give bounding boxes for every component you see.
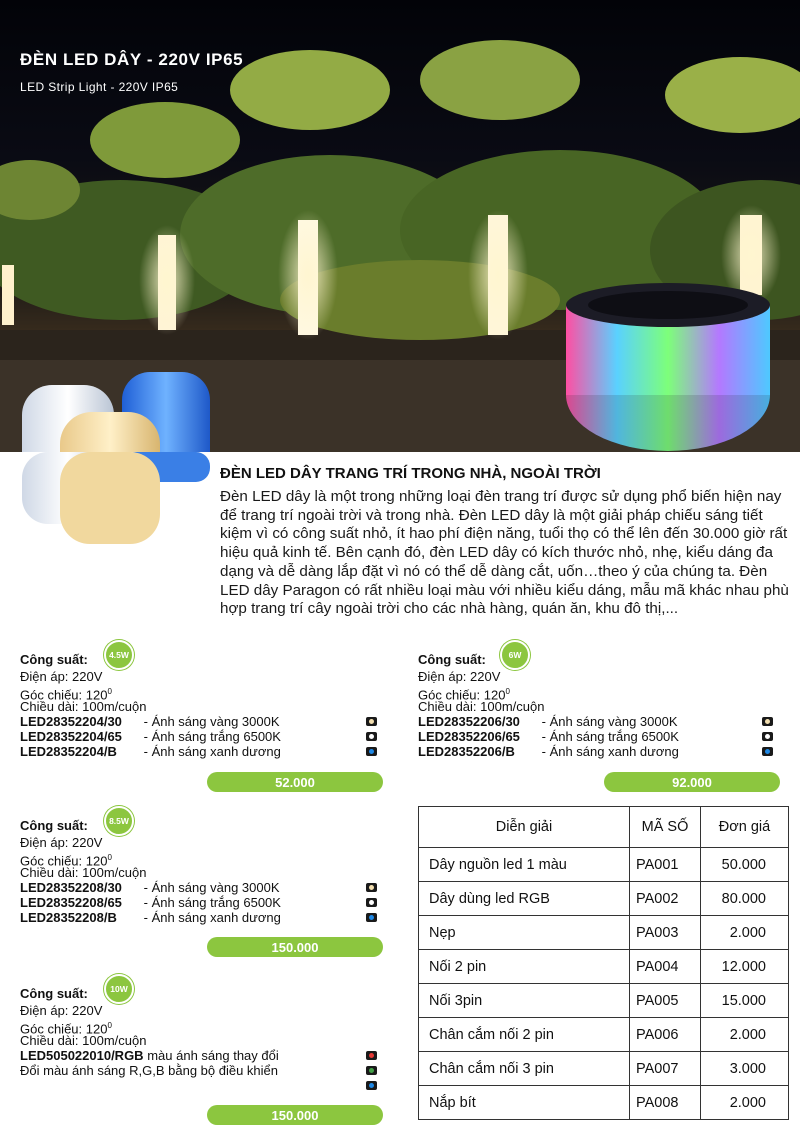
table-row: [419, 950, 789, 984]
table-header-row: [419, 807, 789, 848]
cell-code: PA008: [630, 1086, 701, 1120]
color-swatch-icon: [366, 1081, 377, 1090]
color-swatch-icon: [366, 1066, 377, 1075]
power-label: Công suất:: [20, 652, 88, 667]
cell-price: 80.000: [701, 882, 789, 916]
table-row: [419, 984, 789, 1018]
product-row: [20, 1048, 390, 1063]
swatch-fill: [369, 900, 374, 905]
product-row: [418, 714, 788, 729]
product-desc: - Ánh sáng trắng 6500K: [541, 729, 679, 744]
product-desc: Đổi màu ánh sáng R,G,B bằng bộ điều khiển: [20, 1063, 279, 1078]
product-row: [20, 895, 390, 910]
product-desc: - Ánh sáng xanh dương: [541, 744, 679, 759]
cell-price: 2.000: [701, 1086, 789, 1120]
product-row: [418, 744, 788, 759]
product-desc: - Ánh sáng xanh dương: [143, 744, 281, 759]
color-swatch-icon: [366, 717, 377, 726]
beam-angle-spec: Góc chiếu: $120^0$: [20, 1021, 112, 1037]
swatch-fill: [765, 719, 770, 724]
accessory-price-table: [418, 806, 789, 1120]
cell-price: 3.000: [701, 1052, 789, 1086]
product-row: [20, 729, 390, 744]
product-row: [20, 1063, 390, 1078]
header-description: Diễn giải: [419, 807, 630, 848]
price-bar: 150.000: [207, 1105, 383, 1125]
product-desc: - Ánh sáng trắng 6500K: [143, 729, 281, 744]
price-bar: 52.000: [207, 772, 383, 792]
swatch-fill: [369, 915, 374, 920]
product-desc: - Ánh sáng trắng 6500K: [143, 895, 281, 910]
length-spec: Chiều dài: 100m/cuộn: [20, 1033, 147, 1048]
price-bar: 92.000: [604, 772, 780, 792]
voltage-spec: Điện áp: 220V: [418, 669, 501, 684]
power-label: Công suất:: [20, 818, 88, 833]
swatch-fill: [369, 1053, 374, 1058]
product-block-10w: [20, 983, 390, 1093]
intro-paragraph: Đèn LED dây là một trong những loại đèn trang trí được sử dụng phổ biến hiện nay để trang trí ngoài trời và trong nhà. Đèn LED dây là một giải pháp chiếu sáng tiết kiệm vì có công suất nhỏ, ít hao phí điện năng, tuổi thọ có thể lên đến 30.000 giờ rất hiệu quả kinh tế. Bên cạnh đó, đèn LED dây có kích thước nhỏ, nhẹ, kiểu dáng đa dạng và dễ dàng lắp đặt vì nó có thể dễ dàng cắt, uốn…theo ý của chúng ta. Đèn LED dây Paragon có rất nhiều loại màu với nhiều kiểu dáng, mẫu mã khác nhau phù hợp trang trí cây ngoài trời cho các nhà hàng, quán ăn, khu đô thị,...: [220, 488, 789, 618]
reel-images-lower: [0, 452, 220, 552]
swatch-fill: [369, 885, 374, 890]
length-spec: Chiều dài: 100m/cuộn: [20, 699, 147, 714]
product-row: [20, 910, 390, 925]
cell-code: PA004: [630, 950, 701, 984]
table-row: [419, 916, 789, 950]
product-code: LED28352206/30: [418, 714, 520, 729]
table-row: [419, 882, 789, 916]
product-desc: màu ánh sáng thay đổi: [147, 1048, 279, 1063]
product-row: [20, 714, 390, 729]
header-code: MÃ SỐ: [630, 807, 701, 848]
cell-description: Nắp bít: [419, 1086, 630, 1120]
cell-code: PA002: [630, 882, 701, 916]
watt-badge: 8.5W: [104, 806, 134, 836]
voltage-spec: Điện áp: 220V: [20, 1003, 103, 1018]
power-label: Công suất:: [418, 652, 486, 667]
product-code: LED28352204/B: [20, 744, 117, 759]
product-code: LED505022010/RGB: [20, 1048, 144, 1063]
beam-angle-spec: Góc chiếu: $120^0$: [20, 853, 112, 869]
product-code: LED28352204/65: [20, 729, 122, 744]
product-row: [20, 744, 390, 759]
color-swatch-icon: [762, 717, 773, 726]
hero-banner: [0, 0, 800, 452]
cell-description: Nối 3pin: [419, 984, 630, 1018]
swatch-fill: [369, 719, 374, 724]
watt-badge: 4.5W: [104, 640, 134, 670]
watt-badge: 6W: [500, 640, 530, 670]
length-spec: Chiều dài: 100m/cuộn: [418, 699, 545, 714]
cell-code: PA005: [630, 984, 701, 1018]
length-spec: Chiều dài: 100m/cuộn: [20, 865, 147, 880]
cell-description: Nẹp: [419, 916, 630, 950]
table-row: [419, 1086, 789, 1120]
product-block-8-5w: [20, 815, 390, 925]
swatch-fill: [765, 734, 770, 739]
hero-title: ĐÈN LED DÂY - 220V IP65: [20, 50, 244, 69]
color-swatch-icon: [366, 747, 377, 756]
product-code: LED28352208/65: [20, 895, 122, 910]
cell-description: Chân cắm nối 2 pin: [419, 1018, 630, 1052]
cell-price: 12.000: [701, 950, 789, 984]
product-code: LED28352206/B: [418, 744, 515, 759]
cell-description: Dây nguồn led 1 màu: [419, 848, 630, 882]
product-desc: - Ánh sáng vàng 3000K: [541, 714, 678, 729]
cell-code: PA006: [630, 1018, 701, 1052]
beam-angle-spec: Góc chiếu: $120^0$: [418, 687, 510, 703]
power-label: Công suất:: [20, 986, 88, 1001]
hero-subtitle: LED Strip Light - 220V IP65: [20, 80, 179, 94]
product-row: [418, 729, 788, 744]
table-row: [419, 1018, 789, 1052]
cell-description: Chân cắm nối 3 pin: [419, 1052, 630, 1086]
swatch-fill: [369, 734, 374, 739]
beam-angle-spec: Góc chiếu: $120^0$: [20, 687, 112, 703]
watt-badge: 10W: [104, 974, 134, 1004]
cell-code: PA007: [630, 1052, 701, 1086]
color-swatch-icon: [366, 732, 377, 741]
color-swatch-icon: [366, 1051, 377, 1060]
voltage-spec: Điện áp: 220V: [20, 669, 103, 684]
product-desc: - Ánh sáng vàng 3000K: [143, 714, 280, 729]
cell-description: Dây dùng led RGB: [419, 882, 630, 916]
swatch-fill: [369, 749, 374, 754]
price-bar: 150.000: [207, 937, 383, 957]
product-desc: - Ánh sáng xanh dương: [143, 910, 281, 925]
cell-price: 15.000: [701, 984, 789, 1018]
product-code: LED28352206/65: [418, 729, 520, 744]
color-swatch-icon: [366, 913, 377, 922]
voltage-spec: Điện áp: 220V: [20, 835, 103, 850]
swatch-fill: [369, 1083, 374, 1088]
cell-description: Nối 2 pin: [419, 950, 630, 984]
product-desc: - Ánh sáng vàng 3000K: [143, 880, 280, 895]
table-row: [419, 1052, 789, 1086]
product-row: [20, 1078, 390, 1093]
intro-title: ĐÈN LED DÂY TRANG TRÍ TRONG NHÀ, NGOÀI TRỜI: [220, 465, 601, 482]
header-unit-price: Đơn giá: [701, 807, 789, 848]
cell-price: 50.000: [701, 848, 789, 882]
cell-price: 2.000: [701, 916, 789, 950]
product-block-4-5w: [20, 649, 390, 759]
cell-price: 2.000: [701, 1018, 789, 1052]
color-swatch-icon: [762, 747, 773, 756]
product-code: LED28352208/30: [20, 880, 122, 895]
product-code: LED28352204/30: [20, 714, 122, 729]
cell-code: PA003: [630, 916, 701, 950]
table-row: [419, 848, 789, 882]
swatch-fill: [765, 749, 770, 754]
product-code: LED28352208/B: [20, 910, 117, 925]
cell-code: PA001: [630, 848, 701, 882]
product-row: [20, 880, 390, 895]
color-swatch-icon: [366, 883, 377, 892]
color-swatch-icon: [366, 898, 377, 907]
color-swatch-icon: [762, 732, 773, 741]
product-block-6w: [418, 649, 788, 759]
swatch-fill: [369, 1068, 374, 1073]
